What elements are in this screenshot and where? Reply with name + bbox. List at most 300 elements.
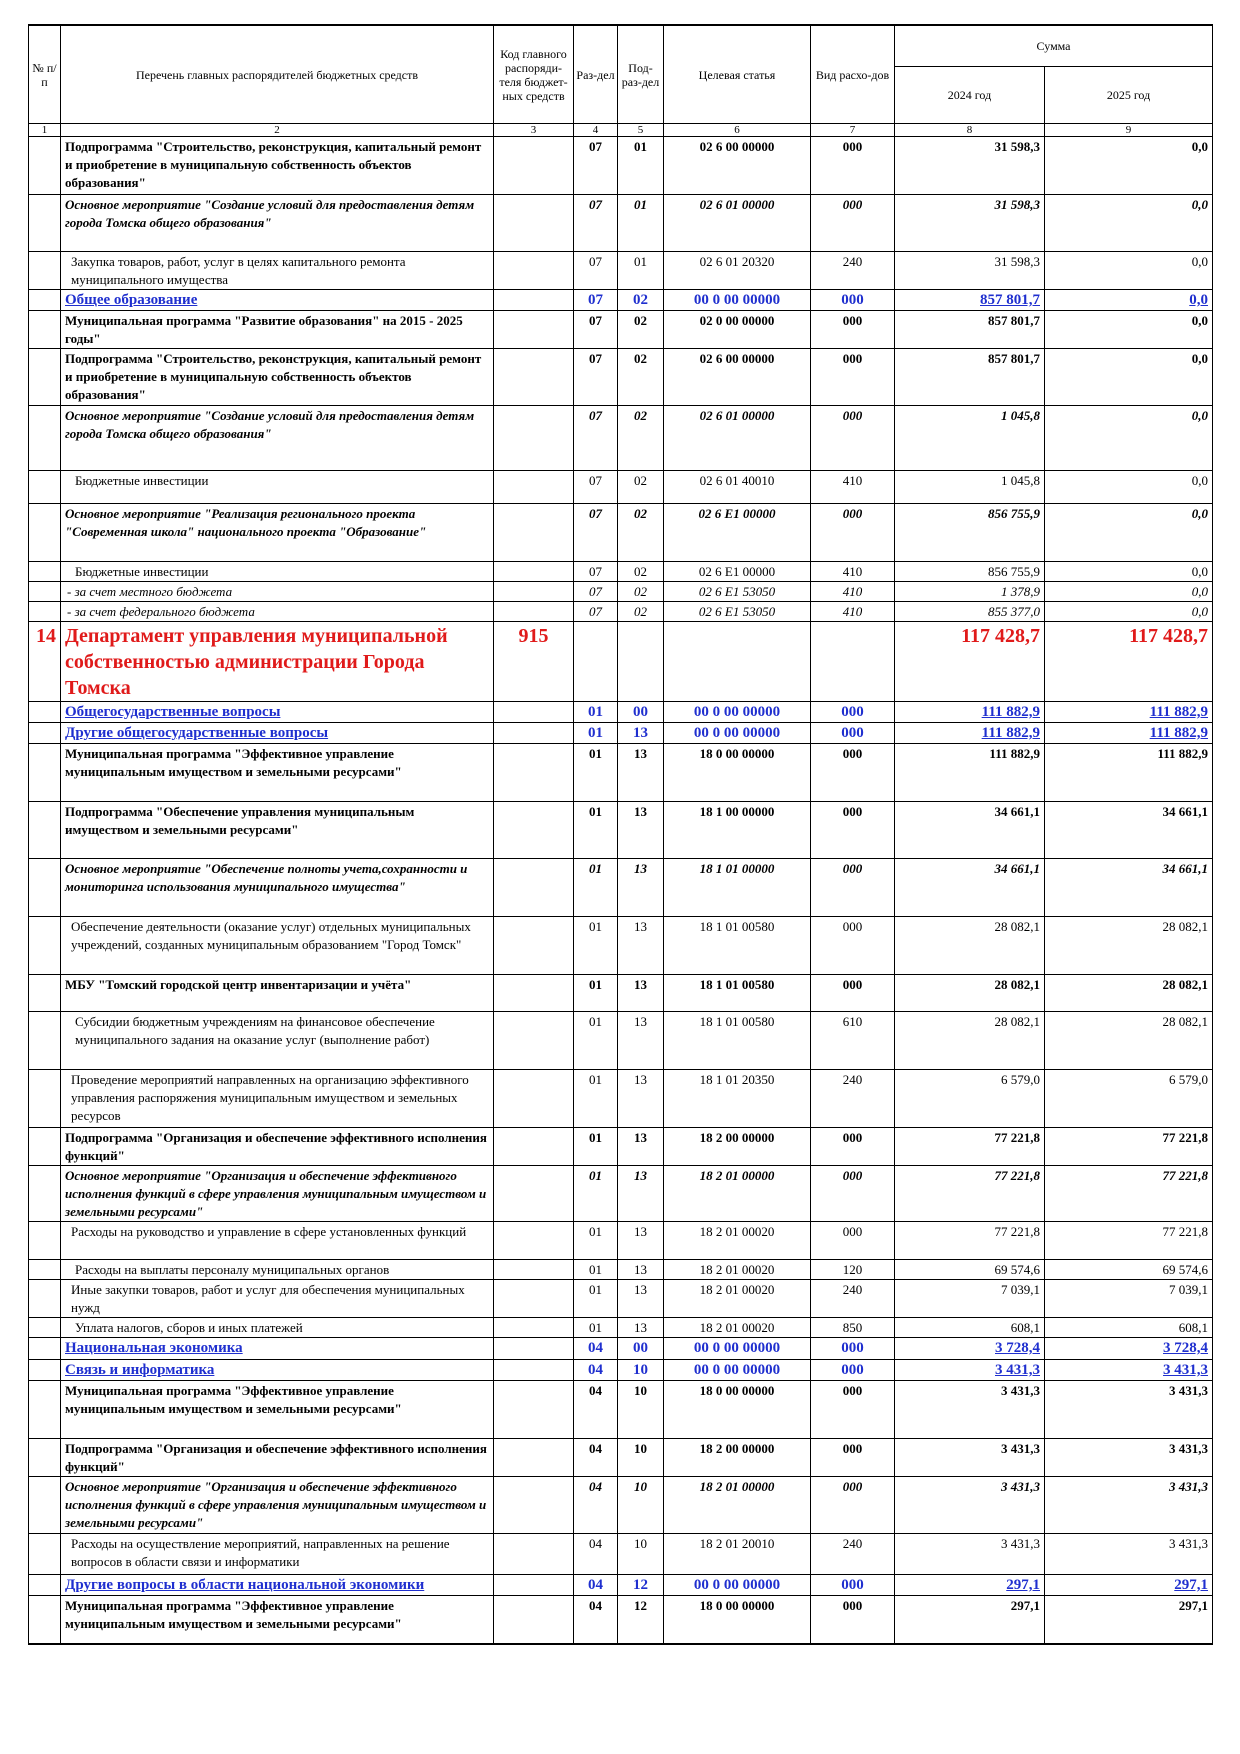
row-vid: 000 xyxy=(811,917,895,975)
row-podrazdel: 02 xyxy=(618,406,664,471)
colnum-5: 5 xyxy=(618,124,664,137)
row-target: 18 1 01 00000 xyxy=(664,859,811,917)
row-target: 02 6 00 00000 xyxy=(664,137,811,195)
row-sum-2024: 28 082,1 xyxy=(895,917,1045,975)
header-row xyxy=(29,25,1213,67)
row-vid xyxy=(811,622,895,702)
row-target: 00 0 00 00000 xyxy=(664,290,811,311)
row-razdel: 01 xyxy=(574,1222,618,1260)
row-sum-2024: 1 045,8 xyxy=(895,471,1045,504)
row-number xyxy=(29,602,61,622)
row-target xyxy=(664,622,811,702)
row-number xyxy=(29,1360,61,1381)
row-podrazdel: 02 xyxy=(618,471,664,504)
row-vid: 000 xyxy=(811,1128,895,1166)
row-code xyxy=(494,723,574,744)
row-code xyxy=(494,1477,574,1534)
row-sum-2025: 297,1 xyxy=(1045,1575,1213,1596)
row-target: 02 6 01 00000 xyxy=(664,406,811,471)
table-row xyxy=(29,406,1213,471)
row-sum-2025: 77 221,8 xyxy=(1045,1222,1213,1260)
colnum-4: 4 xyxy=(574,124,618,137)
row-number xyxy=(29,975,61,1012)
row-sum-2025: 297,1 xyxy=(1045,1596,1213,1644)
row-vid: 000 xyxy=(811,1360,895,1381)
row-code xyxy=(494,744,574,802)
row-code xyxy=(494,1070,574,1128)
table-row xyxy=(29,1318,1213,1338)
row-sum-2024: 855 377,0 xyxy=(895,602,1045,622)
row-vid: 120 xyxy=(811,1260,895,1280)
row-number: 14 xyxy=(29,622,61,702)
row-number xyxy=(29,917,61,975)
row-number xyxy=(29,311,61,349)
row-name: Расходы на руководство и управление в сфере установленных функций xyxy=(61,1222,494,1260)
row-name: Муниципальная программа "Эффективное управление муниципальным имуществом и земельными ресурсами" xyxy=(61,744,494,802)
row-vid: 000 xyxy=(811,1381,895,1439)
row-target: 00 0 00 00000 xyxy=(664,702,811,723)
row-podrazdel: 13 xyxy=(618,1318,664,1338)
row-target: 18 1 01 20350 xyxy=(664,1070,811,1128)
row-target: 00 0 00 00000 xyxy=(664,723,811,744)
row-number xyxy=(29,1381,61,1439)
row-number xyxy=(29,137,61,195)
row-sum-2025: 0,0 xyxy=(1045,602,1213,622)
row-razdel: 01 xyxy=(574,802,618,859)
row-podrazdel: 12 xyxy=(618,1596,664,1644)
table-row xyxy=(29,504,1213,562)
row-number xyxy=(29,1070,61,1128)
row-podrazdel: 13 xyxy=(618,802,664,859)
table-row xyxy=(29,1166,1213,1222)
row-sum-2024: 608,1 xyxy=(895,1318,1045,1338)
table-row xyxy=(29,1070,1213,1128)
row-vid: 410 xyxy=(811,562,895,582)
row-code xyxy=(494,311,574,349)
row-sum-2025: 77 221,8 xyxy=(1045,1128,1213,1166)
table-row xyxy=(29,802,1213,859)
row-podrazdel: 10 xyxy=(618,1477,664,1534)
row-sum-2024: 77 221,8 xyxy=(895,1166,1045,1222)
table-row xyxy=(29,1338,1213,1360)
row-vid: 410 xyxy=(811,471,895,504)
row-name: Муниципальная программа "Эффективное управление муниципальным имуществом и земельными ресурсами" xyxy=(61,1381,494,1439)
colnum-2: 2 xyxy=(61,124,494,137)
row-target: 02 6 E1 00000 xyxy=(664,504,811,562)
row-name: Общегосударственные вопросы xyxy=(61,702,494,723)
row-sum-2024: 111 882,9 xyxy=(895,744,1045,802)
row-code xyxy=(494,1012,574,1070)
header-code: Код главного распоряди-теля бюджет-ных средств xyxy=(494,25,574,124)
table-row xyxy=(29,1534,1213,1575)
table-row xyxy=(29,1575,1213,1596)
row-sum-2025: 69 574,6 xyxy=(1045,1260,1213,1280)
row-target: 18 2 01 00000 xyxy=(664,1166,811,1222)
row-name: Муниципальная программа "Развитие образования" на 2015 - 2025 годы" xyxy=(61,311,494,349)
row-sum-2025: 111 882,9 xyxy=(1045,702,1213,723)
row-name: Подпрограмма "Организация и обеспечение эффективного исполнения функций" xyxy=(61,1439,494,1477)
row-sum-2024: 3 431,3 xyxy=(895,1439,1045,1477)
row-vid: 240 xyxy=(811,1070,895,1128)
row-razdel: 04 xyxy=(574,1439,618,1477)
row-sum-2025: 0,0 xyxy=(1045,471,1213,504)
table-row xyxy=(29,702,1213,723)
row-code xyxy=(494,602,574,622)
row-sum-2025: 6 579,0 xyxy=(1045,1070,1213,1128)
row-razdel: 01 xyxy=(574,975,618,1012)
row-sum-2025: 34 661,1 xyxy=(1045,802,1213,859)
row-name: Общее образование xyxy=(61,290,494,311)
row-target: 18 0 00 00000 xyxy=(664,744,811,802)
table-row xyxy=(29,1280,1213,1318)
row-sum-2024: 77 221,8 xyxy=(895,1128,1045,1166)
row-name: Подпрограмма "Строительство, реконструкция, капитальный ремонт и приобретение в муниципальную собственность объектов образования" xyxy=(61,137,494,195)
row-sum-2024: 6 579,0 xyxy=(895,1070,1045,1128)
row-vid: 000 xyxy=(811,1166,895,1222)
row-vid: 000 xyxy=(811,137,895,195)
row-code xyxy=(494,290,574,311)
row-razdel: 01 xyxy=(574,1012,618,1070)
row-podrazdel: 13 xyxy=(618,917,664,975)
table-row xyxy=(29,1360,1213,1381)
row-number xyxy=(29,562,61,582)
row-sum-2024: 856 755,9 xyxy=(895,504,1045,562)
row-name: Основное мероприятие "Реализация регионального проекта "Современная школа" национального проекта "Образование" xyxy=(61,504,494,562)
row-code: 915 xyxy=(494,622,574,702)
row-razdel: 01 xyxy=(574,1318,618,1338)
row-razdel: 01 xyxy=(574,917,618,975)
row-sum-2024: 77 221,8 xyxy=(895,1222,1045,1260)
row-sum-2024: 34 661,1 xyxy=(895,802,1045,859)
row-sum-2024: 111 882,9 xyxy=(895,702,1045,723)
table-row xyxy=(29,723,1213,744)
row-sum-2024: 3 431,3 xyxy=(895,1381,1045,1439)
row-vid: 000 xyxy=(811,311,895,349)
row-number xyxy=(29,1338,61,1360)
row-name: Подпрограмма "Обеспечение управления муниципальным имуществом и земельными ресурсами" xyxy=(61,802,494,859)
row-sum-2024: 3 728,4 xyxy=(895,1338,1045,1360)
row-name: Основное мероприятие "Создание условий для предоставления детям города Томска общего образования" xyxy=(61,406,494,471)
row-name: Департамент управления муниципальной собственностью администрации Города Томска xyxy=(61,622,494,702)
table-row xyxy=(29,582,1213,602)
row-podrazdel: 13 xyxy=(618,1260,664,1280)
budget-body xyxy=(29,137,1213,1644)
row-sum-2025: 111 882,9 xyxy=(1045,723,1213,744)
row-code xyxy=(494,917,574,975)
row-sum-2025: 3 431,3 xyxy=(1045,1477,1213,1534)
row-podrazdel: 13 xyxy=(618,859,664,917)
row-sum-2024: 3 431,3 xyxy=(895,1534,1045,1575)
header-razdel: Раз-дел xyxy=(574,25,618,124)
row-code xyxy=(494,1596,574,1644)
row-vid: 000 xyxy=(811,290,895,311)
row-sum-2025: 3 431,3 xyxy=(1045,1381,1213,1439)
row-name: Основное мероприятие "Создание условий для предоставления детям города Томска общего образования" xyxy=(61,195,494,252)
row-number xyxy=(29,406,61,471)
header-podrazdel: Под-раз-дел xyxy=(618,25,664,124)
row-sum-2025: 3 431,3 xyxy=(1045,1439,1213,1477)
row-sum-2025: 77 221,8 xyxy=(1045,1166,1213,1222)
row-sum-2025: 0,0 xyxy=(1045,195,1213,252)
row-target: 18 1 01 00580 xyxy=(664,975,811,1012)
row-code xyxy=(494,471,574,504)
row-podrazdel: 02 xyxy=(618,349,664,406)
row-number xyxy=(29,1128,61,1166)
row-sum-2025: 0,0 xyxy=(1045,504,1213,562)
row-podrazdel: 02 xyxy=(618,311,664,349)
row-number xyxy=(29,471,61,504)
row-vid: 000 xyxy=(811,195,895,252)
row-podrazdel: 00 xyxy=(618,702,664,723)
row-vid: 410 xyxy=(811,582,895,602)
row-code xyxy=(494,975,574,1012)
row-name: Иные закупки товаров, работ и услуг для обеспечения муниципальных нужд xyxy=(61,1280,494,1318)
row-razdel: 01 xyxy=(574,1128,618,1166)
table-row xyxy=(29,1012,1213,1070)
row-podrazdel: 02 xyxy=(618,582,664,602)
table-row xyxy=(29,602,1213,622)
row-razdel: 04 xyxy=(574,1338,618,1360)
row-name: Бюджетные инвестиции xyxy=(61,471,494,504)
header-target: Целевая статья xyxy=(664,25,811,124)
table-row xyxy=(29,137,1213,195)
row-number xyxy=(29,195,61,252)
row-code xyxy=(494,195,574,252)
row-target: 02 6 01 00000 xyxy=(664,195,811,252)
row-sum-2024: 31 598,3 xyxy=(895,252,1045,290)
row-name: - за счет федерального бюджета xyxy=(61,602,494,622)
row-sum-2025: 0,0 xyxy=(1045,562,1213,582)
budget-table xyxy=(28,24,1213,1645)
row-vid: 410 xyxy=(811,602,895,622)
row-sum-2024: 69 574,6 xyxy=(895,1260,1045,1280)
row-code xyxy=(494,582,574,602)
row-vid: 000 xyxy=(811,406,895,471)
row-sum-2025: 0,0 xyxy=(1045,349,1213,406)
row-razdel: 01 xyxy=(574,744,618,802)
row-target: 18 2 01 00020 xyxy=(664,1260,811,1280)
colnum-1: 1 xyxy=(29,124,61,137)
row-number xyxy=(29,702,61,723)
row-number xyxy=(29,1439,61,1477)
table-row xyxy=(29,1381,1213,1439)
row-number xyxy=(29,504,61,562)
row-vid: 000 xyxy=(811,744,895,802)
row-target: 00 0 00 00000 xyxy=(664,1575,811,1596)
row-name: Подпрограмма "Организация и обеспечение эффективного исполнения функций" xyxy=(61,1128,494,1166)
row-name: Муниципальная программа "Эффективное управление муниципальным имуществом и земельными ресурсами" xyxy=(61,1596,494,1644)
row-podrazdel: 00 xyxy=(618,1338,664,1360)
row-name: Национальная экономика xyxy=(61,1338,494,1360)
row-target: 02 6 01 20320 xyxy=(664,252,811,290)
row-razdel: 04 xyxy=(574,1360,618,1381)
row-name: Связь и информатика xyxy=(61,1360,494,1381)
table-row xyxy=(29,1596,1213,1644)
row-target: 02 6 01 40010 xyxy=(664,471,811,504)
row-number xyxy=(29,582,61,602)
row-target: 18 0 00 00000 xyxy=(664,1381,811,1439)
row-name: Проведение мероприятий направленных на организацию эффективного управления распоряжения муниципальным имуществом и земельных ресурсов xyxy=(61,1070,494,1128)
row-code xyxy=(494,1575,574,1596)
budget-sheet xyxy=(28,24,1212,1645)
row-sum-2024: 111 882,9 xyxy=(895,723,1045,744)
row-sum-2025: 28 082,1 xyxy=(1045,975,1213,1012)
row-podrazdel: 02 xyxy=(618,504,664,562)
row-podrazdel: 13 xyxy=(618,1128,664,1166)
row-name: Основное мероприятие "Организация и обеспечение эффективного исполнения функций в сфере управления муниципальным имуществом и земельными ресурсами" xyxy=(61,1166,494,1222)
row-podrazdel: 02 xyxy=(618,290,664,311)
row-name: Обеспечение деятельности (оказание услуг) отдельных муниципальных учреждений, созданных муниципальным образованием "Город Томск" xyxy=(61,917,494,975)
row-sum-2025: 0,0 xyxy=(1045,406,1213,471)
row-razdel: 04 xyxy=(574,1596,618,1644)
row-sum-2024: 297,1 xyxy=(895,1596,1045,1644)
row-code xyxy=(494,1534,574,1575)
row-podrazdel: 13 xyxy=(618,1012,664,1070)
row-vid: 000 xyxy=(811,802,895,859)
row-sum-2024: 1 045,8 xyxy=(895,406,1045,471)
row-podrazdel: 01 xyxy=(618,195,664,252)
row-podrazdel: 13 xyxy=(618,1280,664,1318)
row-vid: 000 xyxy=(811,349,895,406)
row-razdel: 07 xyxy=(574,311,618,349)
row-podrazdel: 13 xyxy=(618,1222,664,1260)
header-name: Перечень главных распорядителей бюджетных средств xyxy=(61,25,494,124)
row-razdel: 07 xyxy=(574,252,618,290)
table-row xyxy=(29,744,1213,802)
table-row xyxy=(29,622,1213,702)
row-sum-2025: 0,0 xyxy=(1045,582,1213,602)
row-name: Основное мероприятие "Обеспечение полноты учета,сохранности и мониторинга использования муниципального имущества" xyxy=(61,859,494,917)
row-razdel: 07 xyxy=(574,349,618,406)
row-code xyxy=(494,252,574,290)
row-target: 18 1 01 00580 xyxy=(664,1012,811,1070)
row-number xyxy=(29,1280,61,1318)
row-razdel xyxy=(574,622,618,702)
row-code xyxy=(494,859,574,917)
row-target: 18 2 01 00020 xyxy=(664,1318,811,1338)
row-razdel: 07 xyxy=(574,471,618,504)
row-sum-2025: 28 082,1 xyxy=(1045,1012,1213,1070)
row-razdel: 07 xyxy=(574,406,618,471)
row-code xyxy=(494,349,574,406)
row-razdel: 01 xyxy=(574,702,618,723)
row-target: 18 1 00 00000 xyxy=(664,802,811,859)
row-razdel: 01 xyxy=(574,1070,618,1128)
row-sum-2024: 34 661,1 xyxy=(895,859,1045,917)
row-sum-2024: 7 039,1 xyxy=(895,1280,1045,1318)
table-row xyxy=(29,349,1213,406)
row-razdel: 07 xyxy=(574,562,618,582)
row-target: 18 2 00 00000 xyxy=(664,1439,811,1477)
row-name: Субсидии бюджетным учреждениям на финансовое обеспечение муниципального задания на оказание услуг (выполнение работ) xyxy=(61,1012,494,1070)
row-razdel: 07 xyxy=(574,195,618,252)
row-code xyxy=(494,406,574,471)
row-vid: 240 xyxy=(811,1534,895,1575)
row-code xyxy=(494,1360,574,1381)
row-code xyxy=(494,1318,574,1338)
row-sum-2024: 857 801,7 xyxy=(895,349,1045,406)
row-razdel: 04 xyxy=(574,1534,618,1575)
row-sum-2024: 28 082,1 xyxy=(895,975,1045,1012)
row-code xyxy=(494,1260,574,1280)
row-podrazdel: 01 xyxy=(618,252,664,290)
table-row xyxy=(29,562,1213,582)
row-number xyxy=(29,1166,61,1222)
row-code xyxy=(494,562,574,582)
row-target: 00 0 00 00000 xyxy=(664,1360,811,1381)
row-razdel: 07 xyxy=(574,504,618,562)
header-vid: Вид расхо-дов xyxy=(811,25,895,124)
table-row xyxy=(29,290,1213,311)
row-sum-2025: 3 431,3 xyxy=(1045,1360,1213,1381)
row-razdel: 04 xyxy=(574,1381,618,1439)
row-sum-2024: 31 598,3 xyxy=(895,195,1045,252)
row-razdel: 07 xyxy=(574,290,618,311)
table-row xyxy=(29,917,1213,975)
row-podrazdel: 13 xyxy=(618,1070,664,1128)
colnum-6: 6 xyxy=(664,124,811,137)
row-code xyxy=(494,1439,574,1477)
row-number xyxy=(29,1575,61,1596)
row-sum-2024: 856 755,9 xyxy=(895,562,1045,582)
row-number xyxy=(29,744,61,802)
row-sum-2025: 0,0 xyxy=(1045,252,1213,290)
row-code xyxy=(494,1128,574,1166)
row-razdel: 04 xyxy=(574,1575,618,1596)
row-name: - за счет местного бюджета xyxy=(61,582,494,602)
row-name: Основное мероприятие "Организация и обеспечение эффективного исполнения функций в сфере управления муниципальным имуществом и земельными ресурсами" xyxy=(61,1477,494,1534)
row-sum-2024: 117 428,7 xyxy=(895,622,1045,702)
row-podrazdel: 10 xyxy=(618,1381,664,1439)
row-target: 18 1 01 00580 xyxy=(664,917,811,975)
row-target: 02 0 00 00000 xyxy=(664,311,811,349)
row-podrazdel: 13 xyxy=(618,1166,664,1222)
row-razdel: 01 xyxy=(574,723,618,744)
row-name: Уплата налогов, сборов и иных платежей xyxy=(61,1318,494,1338)
row-sum-2025: 111 882,9 xyxy=(1045,744,1213,802)
table-row xyxy=(29,1128,1213,1166)
row-name: МБУ "Томский городской центр инвентаризации и учёта" xyxy=(61,975,494,1012)
row-target: 02 6 E1 00000 xyxy=(664,562,811,582)
row-sum-2024: 31 598,3 xyxy=(895,137,1045,195)
row-podrazdel: 10 xyxy=(618,1439,664,1477)
table-row xyxy=(29,1222,1213,1260)
row-code xyxy=(494,1381,574,1439)
table-row xyxy=(29,1260,1213,1280)
row-podrazdel: 02 xyxy=(618,602,664,622)
row-podrazdel: 10 xyxy=(618,1534,664,1575)
row-vid: 000 xyxy=(811,1338,895,1360)
row-number xyxy=(29,723,61,744)
row-podrazdel: 12 xyxy=(618,1575,664,1596)
colnum-9: 9 xyxy=(1045,124,1213,137)
row-sum-2024: 3 431,3 xyxy=(895,1360,1045,1381)
row-vid: 000 xyxy=(811,504,895,562)
table-row xyxy=(29,471,1213,504)
colnum-3: 3 xyxy=(494,124,574,137)
row-name: Подпрограмма "Строительство, реконструкция, капитальный ремонт и приобретение в муниципальную собственность объектов образования" xyxy=(61,349,494,406)
row-vid: 000 xyxy=(811,859,895,917)
row-sum-2024: 857 801,7 xyxy=(895,290,1045,311)
row-vid: 000 xyxy=(811,1222,895,1260)
row-vid: 240 xyxy=(811,1280,895,1318)
row-number xyxy=(29,1534,61,1575)
header-no: № п/п xyxy=(29,25,61,124)
row-target: 18 2 01 00000 xyxy=(664,1477,811,1534)
row-name: Расходы на выплаты персоналу муниципальных органов xyxy=(61,1260,494,1280)
row-number xyxy=(29,1477,61,1534)
row-number xyxy=(29,1596,61,1644)
